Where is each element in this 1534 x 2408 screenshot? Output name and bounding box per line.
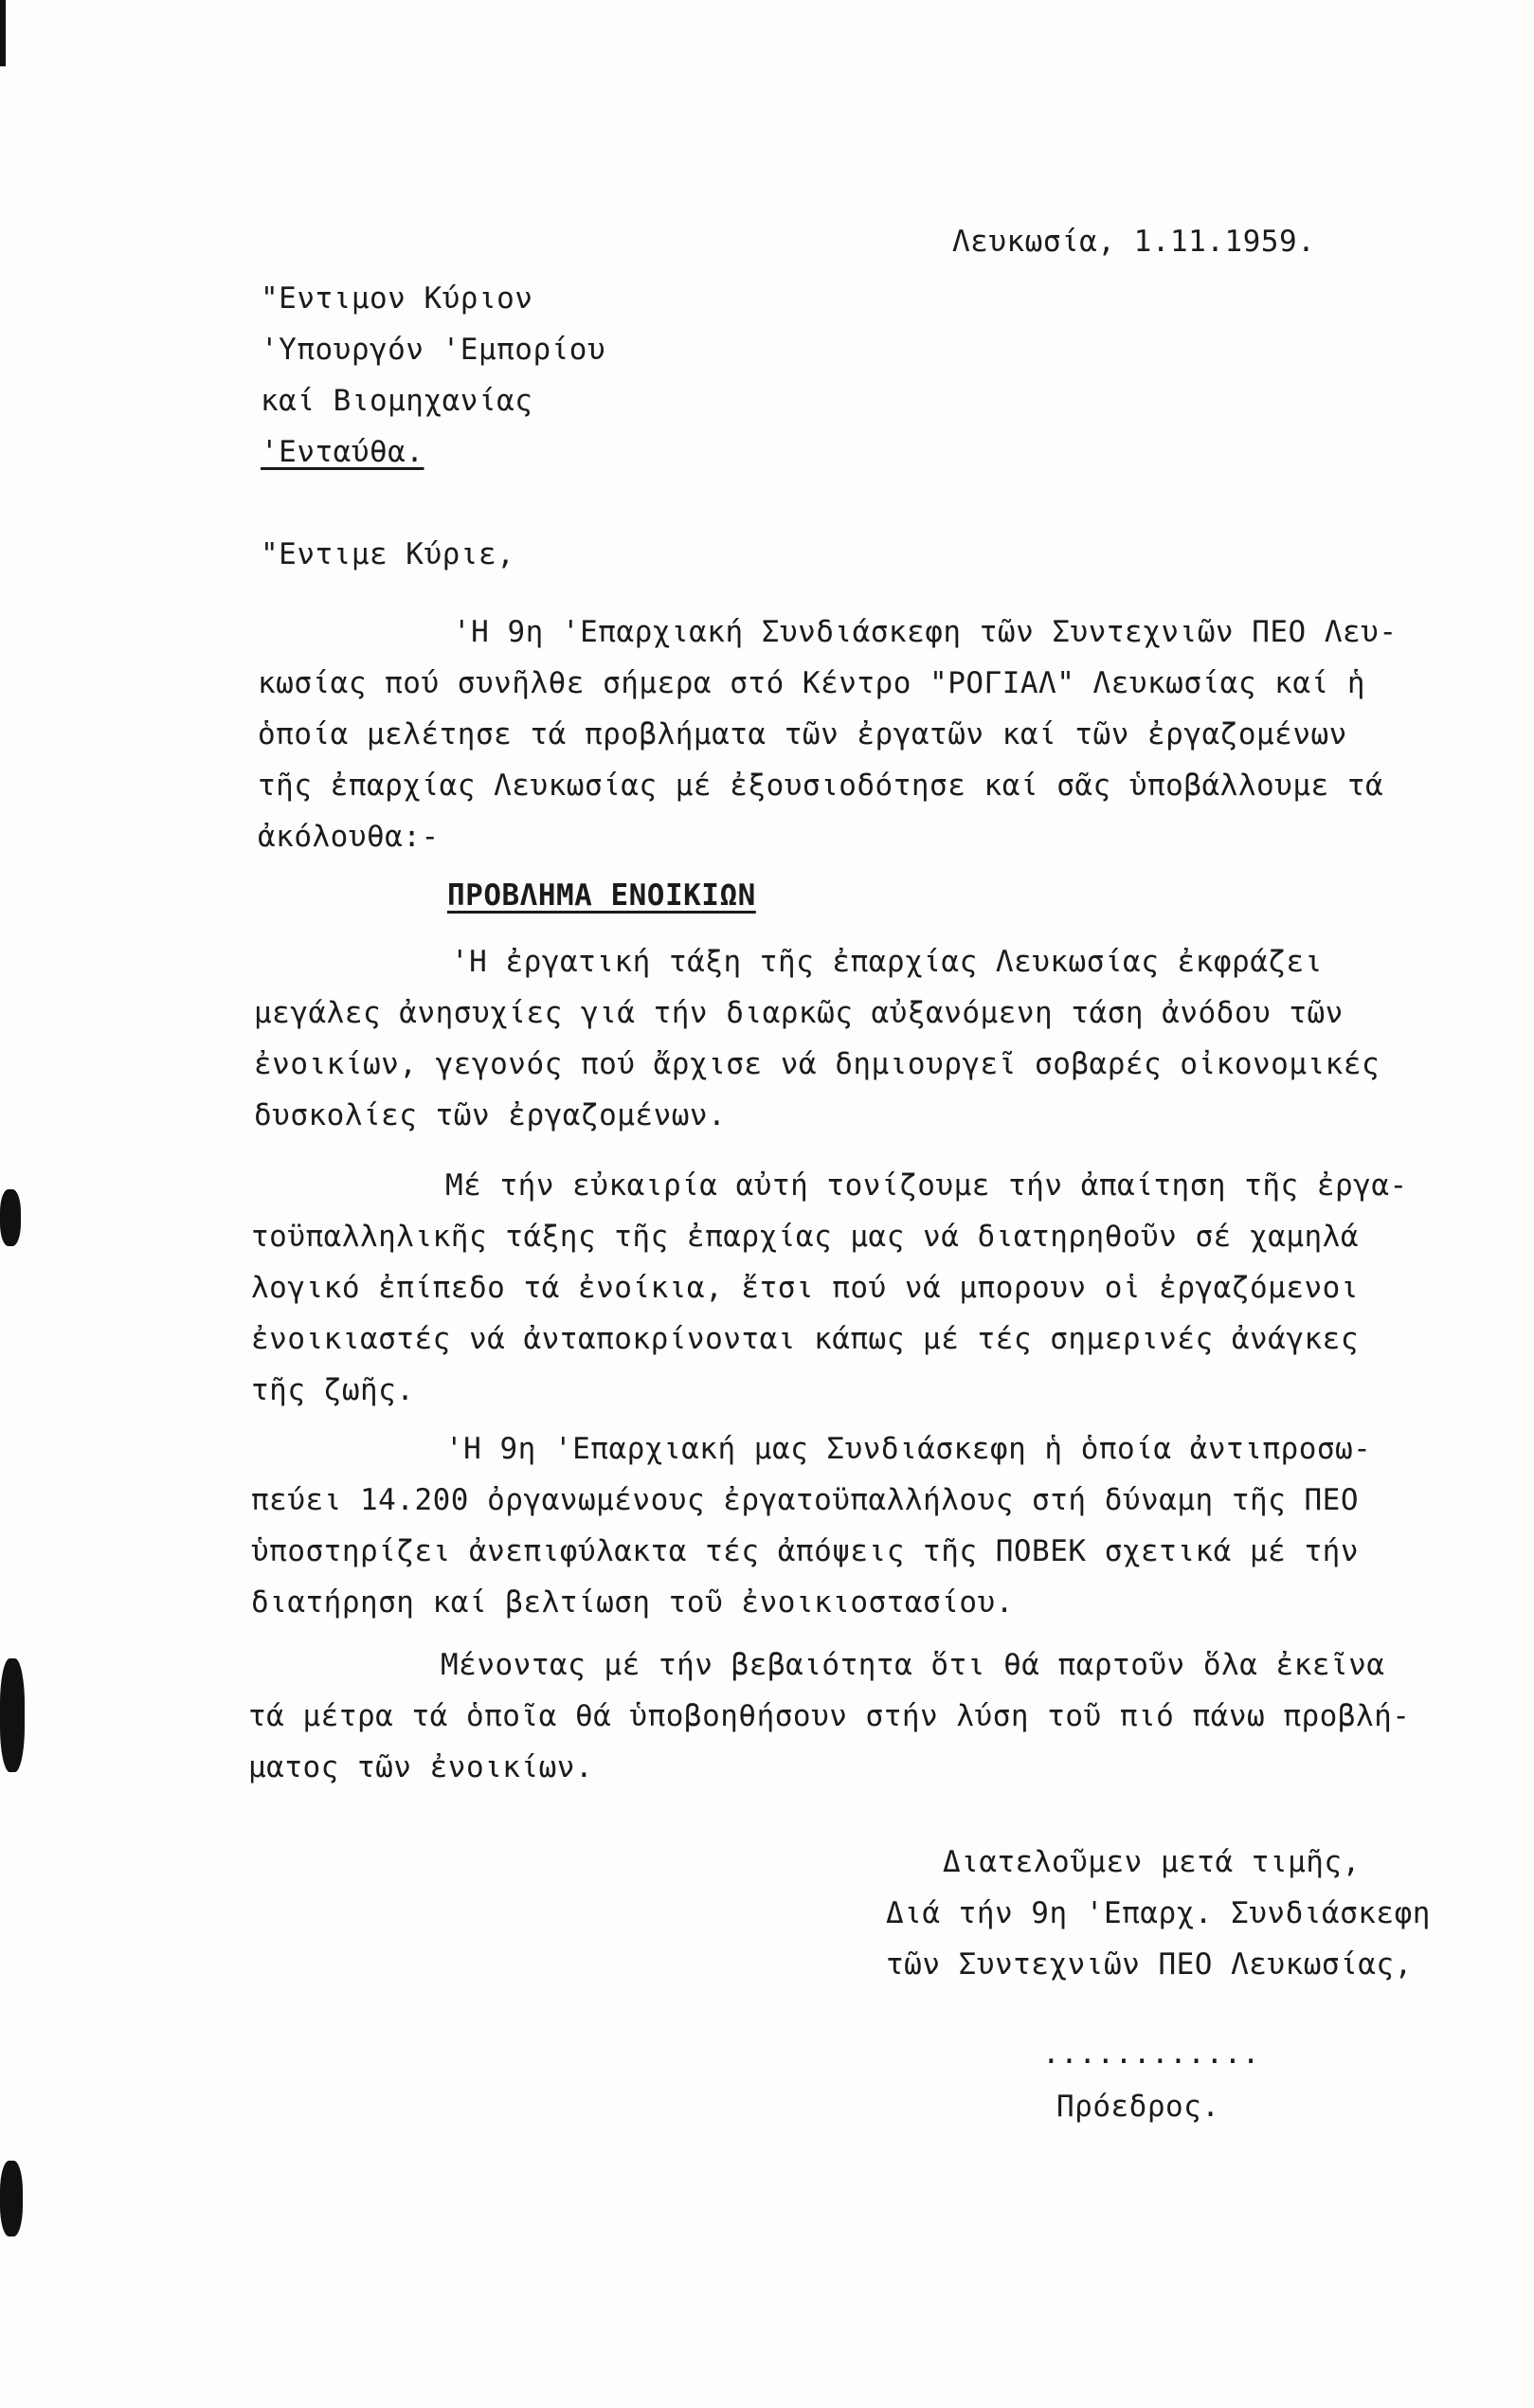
paragraph-line: ἐνοικίων, γεγονός πού ἄρχισε νά δημιουργεῖ σοβαρές οἰκονομικές — [254, 1047, 1381, 1081]
closing-line: Διά τήν 9η 'Επαρχ. Συνδιάσκεφη — [886, 1896, 1431, 1930]
recipient-line: "Εντιμον Κύριον — [261, 281, 533, 316]
paragraph-line: δυσκολίες τῶν ἐργαζομένων. — [254, 1098, 727, 1132]
paragraph-line: ὑποστηρίζει ἀνεπιφύλακτα τές ἀπόψεις τῆς ΠΟΒΕΚ σχετικά μέ τήν — [251, 1534, 1359, 1568]
paragraph-line: τοϋπαλληλικῆς τάξης τῆς ἐπαρχίας μας νά διατηρηθοῦν σέ χαμηλά — [251, 1220, 1359, 1254]
paragraph-line: Μένοντας μέ τήν βεβαιότητα ὅτι θά παρτοῦν ὅλα ἐκεῖνα — [441, 1648, 1385, 1682]
paragraph-line: λογικό ἐπίπεδο τά ἐνοίκια, ἔτσι πού νά μπορουν οἱ ἐργαζόμενοι — [251, 1271, 1359, 1305]
paragraph-line: ὁποία μελέτησε τά προβλήματα τῶν ἐργατῶν καί τῶν ἐργαζομένων — [258, 717, 1347, 751]
closing-line: τῶν Συντεχνιῶν ΠΕΟ Λευκωσίας, — [886, 1947, 1413, 1982]
paragraph-line: ἐνοικιαστές νά ἀνταποκρίνονται κάπως μέ τές σημερινές ἀνάγκες — [251, 1322, 1359, 1356]
signature-line: ............ — [1042, 2037, 1260, 2071]
paragraph-line: 'Η ἐργατική τάξη τῆς ἐπαρχίας Λευκωσίας ἐκφράζει — [451, 945, 1323, 979]
recipient-line: καί Βιομηχανίας — [261, 384, 533, 418]
section-heading: ΠΡΟΒΛΗΜΑ ΕΝΟΙΚΙΩΝ — [447, 878, 756, 913]
paragraph-line: διατήρηση καί βελτίωση τοῦ ἐνοικιοστασίου. — [251, 1585, 1014, 1620]
paragraph-line: τῆς ἐπαρχίας Λευκωσίας μέ ἐξουσιοδότησε καί σᾶς ὑποβάλλουμε τά — [258, 769, 1384, 803]
closing-line: Διατελοῦμεν μετά τιμῆς, — [943, 1845, 1361, 1879]
paragraph-line: μεγάλες ἀνησυχίες γιά τήν διαρκῶς αὐξανόμενη τάση ἀνόδου τῶν — [254, 996, 1344, 1030]
scan-edge-mark — [0, 2161, 23, 2236]
signatory-title: Πρόεδρος. — [1056, 2090, 1220, 2124]
paragraph-line: ματος τῶν ἐνοικίων. — [248, 1750, 594, 1784]
scan-edge-mark — [0, 1658, 25, 1772]
paragraph-line: Μέ τήν εὐκαιρία αὐτή τονίζουμε τήν ἀπαίτηση τῆς ἐργα- — [445, 1168, 1408, 1203]
recipient-line: 'Υπουργόν 'Εμπορίου — [261, 333, 606, 367]
paragraph-line: τά μέτρα τά ὁποῖα θά ὑποβοηθήσουν στήν λύση τοῦ πιό πάνω προβλή- — [248, 1699, 1411, 1733]
scan-edge-mark — [0, 0, 6, 66]
recipient-line: 'Ενταύθα. — [261, 435, 424, 469]
paragraph-line: 'Η 9η 'Επαρχιακή Συνδιάσκεφη τῶν Συντεχνιῶν ΠΕΟ Λευ- — [453, 615, 1398, 649]
paragraph-line: 'Η 9η 'Επαρχιακή μας Συνδιάσκεφη ἡ ὁποία ἀντιπροσω- — [445, 1432, 1372, 1466]
scan-edge-mark — [0, 1189, 21, 1246]
date-line: Λευκωσία, 1.11.1959. — [952, 225, 1316, 259]
paragraph-line: ἀκόλουθα:- — [258, 820, 440, 854]
paragraph-line: κωσίας πού συνῆλθε σήμερα στό Κέντρο "ΡΟΓΙΑΛ" Λευκωσίας καί ἡ — [258, 666, 1365, 700]
paragraph-line: πεύει 14.200 ὀργανωμένους ἐργατοϋπαλλήλους στή δύναμη τῆς ΠΕΟ — [251, 1483, 1359, 1517]
salutation: "Εντιμε Κύριε, — [261, 537, 515, 571]
paragraph-line: τῆς ζωῆς. — [251, 1373, 415, 1407]
